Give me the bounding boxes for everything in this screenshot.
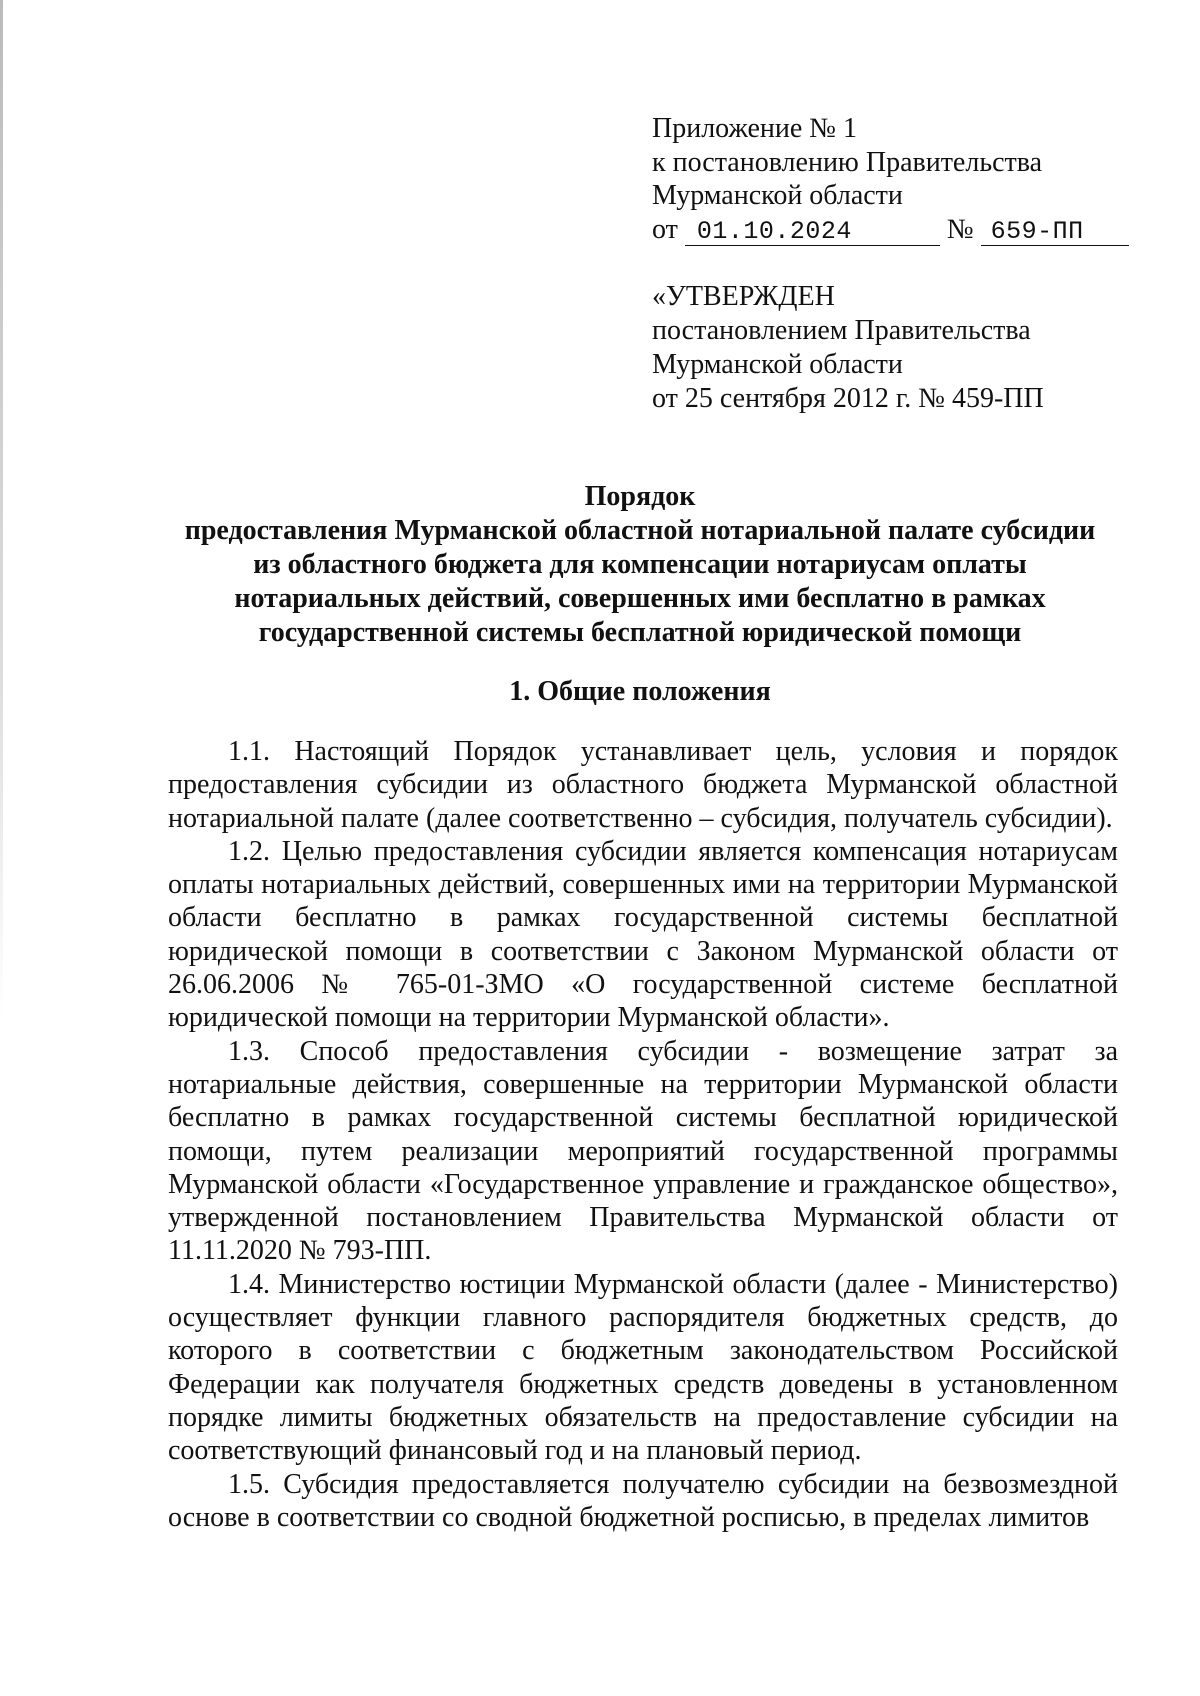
title-line-1: Порядок bbox=[584, 481, 696, 512]
appendix-from-label: от bbox=[652, 213, 678, 245]
paragraph-1-5: 1.5. Субсидия предоставляется получателю субсидии на безвозмездной основе в соответствии со сводной бюджетной росписью, в пределах лимитов bbox=[168, 1468, 1118, 1533]
appendix-line-2: к постановлению Правительства bbox=[652, 146, 1043, 178]
appendix-number-label: № bbox=[946, 213, 974, 245]
document-title bbox=[150, 480, 1130, 650]
scan-edge bbox=[0, 0, 3, 1696]
approved-line-4: от 25 сентября 2012 г. № 459-ПП bbox=[652, 383, 1044, 414]
title-line-2: предоставления Мурманской областной нотариальной палате субсидии bbox=[184, 515, 1096, 546]
title-line-5: государственной системы бесплатной юридической помощи bbox=[258, 617, 1022, 648]
paragraph-1-2: 1.2. Целью предоставления субсидии является компенсация нотариусам оплаты нотариальных действий, совершенных ими на территории Мурманской области бесплатно в рамках государственной системы бесплатной юридической помощи в соответствии с Законом Мурманской области от 26.06.2006 № 765-01-ЗМО «О государственной системе бесплатной юридической помощи на территории Мурманской области». bbox=[168, 835, 1118, 1034]
approved-stamp bbox=[652, 280, 1132, 416]
body-text bbox=[168, 735, 1118, 1534]
paragraph-1-1: 1.1. Настоящий Порядок устанавливает цель, условия и порядок предоставления субсидии из областного бюджета Мурманской областной нотариальной палате (далее соответственно – субсидия, получатель субсидии). bbox=[168, 736, 1118, 834]
paragraph-1-3: 1.3. Способ предоставления субсидии - возмещение затрат за нотариальные действия, совершенные на территории Мурманской области бесплатно в рамках государственной системы бесплатной юридической помощи, путем реализации мероприятий государственной программы Мурманской области «Государственное управление и гражданское общество», утвержденной постановлением Правительства Мурманской области от 11.11.2020 № 793-ПП. bbox=[168, 1035, 1118, 1267]
appendix-header bbox=[652, 112, 1132, 246]
appendix-line-1: Приложение № 1 bbox=[652, 113, 857, 144]
paragraph-1-4: 1.4. Министерство юстиции Мурманской области (далее - Министерство) осуществляет функции главного распорядителя бюджетных средств, до которого в соответствии с бюджетным законодательством Российской Федерации как получателя бюджетных средств доведены в установленном порядке лимиты бюджетных обязательств на предоставление субсидии на соответствующий финансовый год и на плановый период. bbox=[168, 1268, 1118, 1467]
appendix-line-3: Мурманской области bbox=[652, 180, 903, 211]
section-title: 1. Общие положения bbox=[509, 676, 771, 707]
approved-line-1: «УТВЕРЖДЕН bbox=[652, 281, 835, 312]
approved-line-3: Мурманской области bbox=[652, 349, 903, 380]
approved-line-2: постановлением Правительства bbox=[652, 315, 1031, 346]
appendix-number: 659-ПП bbox=[981, 219, 1129, 246]
appendix-date-line bbox=[652, 213, 1132, 247]
title-line-3: из областного бюджета для компенсации нотариусам оплаты bbox=[253, 549, 1027, 580]
appendix-date: 01.10.2024 bbox=[685, 219, 940, 246]
title-line-4: нотариальных действий, совершенных ими бесплатно в рамках bbox=[234, 583, 1046, 614]
